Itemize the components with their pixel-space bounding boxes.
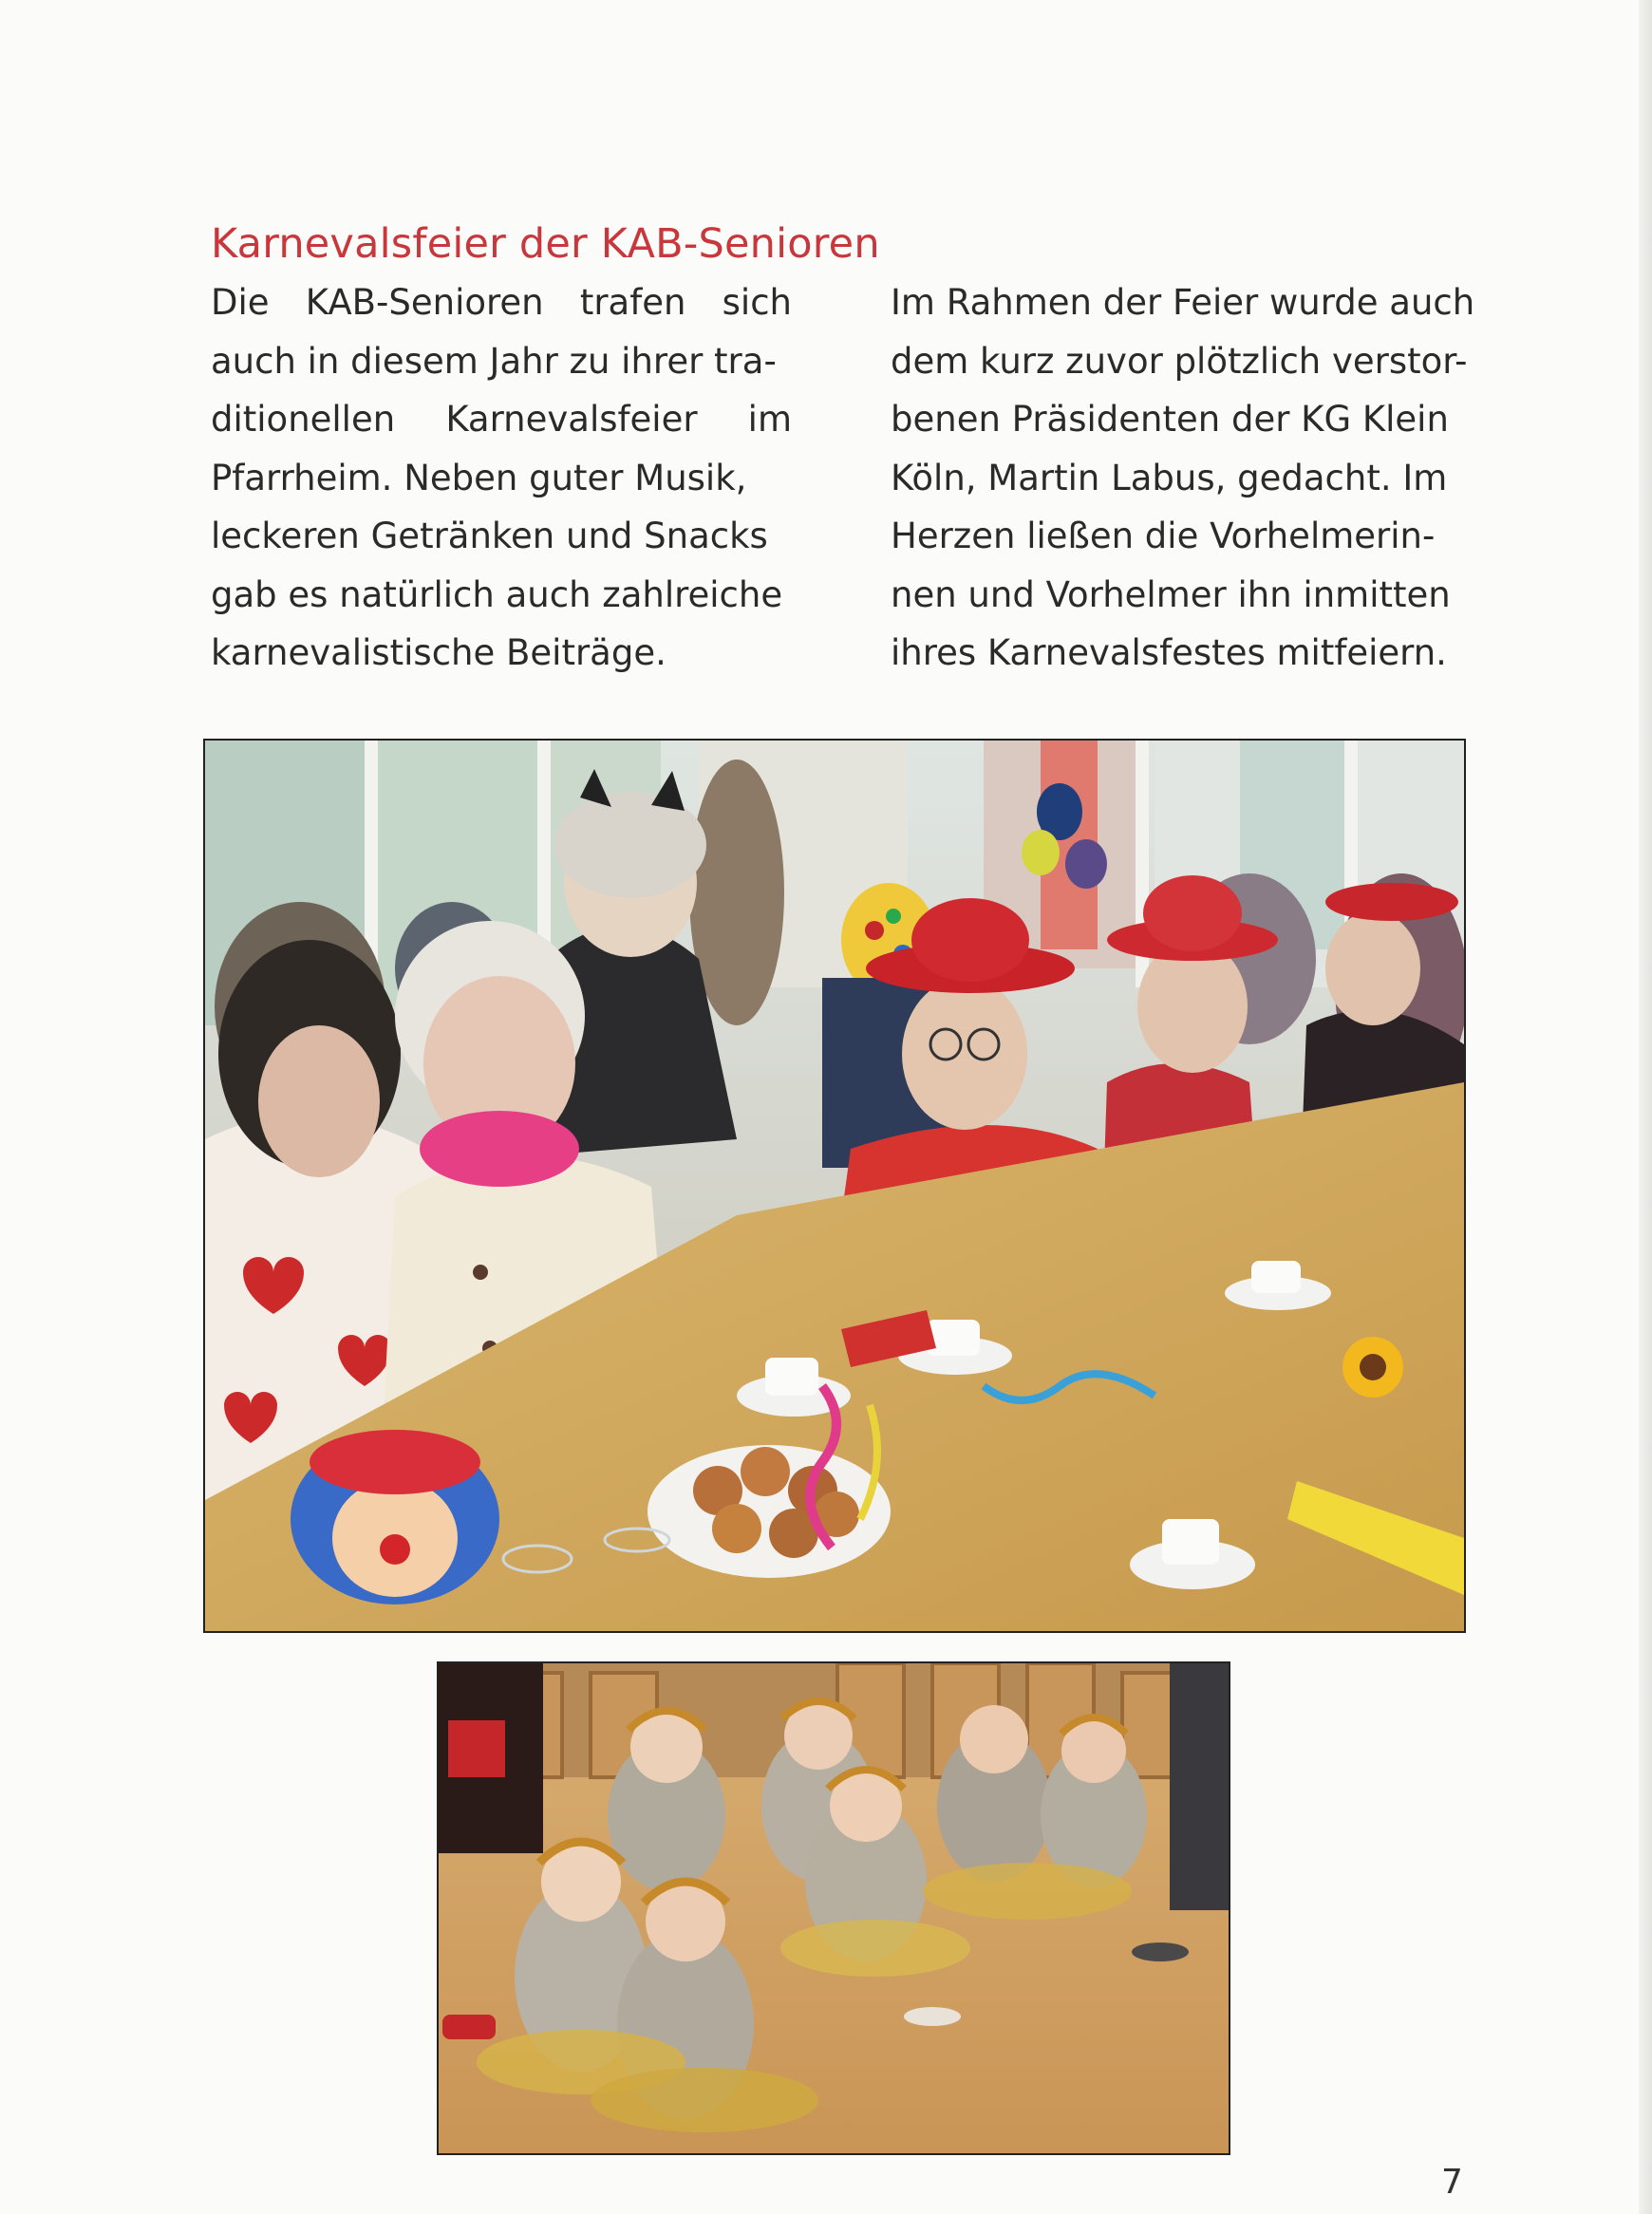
article-right-column (891, 273, 1475, 683)
word: KAB-Senioren (305, 282, 544, 323)
word: Karnevalsfeier (445, 399, 698, 440)
text-line: Im Rahmen der Feier wurde auch (891, 282, 1475, 323)
text-line: gab es natürlich auch zahlreiche (211, 573, 783, 615)
text-line: karnevalistische Beiträge. (211, 632, 666, 673)
text-line: leckeren Getränken und Snacks (211, 516, 768, 556)
word: im (747, 399, 792, 440)
text-line: ihres Karnevalsfestes mitfeiern. (891, 632, 1447, 673)
text-line (211, 273, 792, 332)
page-number: 7 (1441, 2163, 1463, 2202)
word: trafen (579, 282, 686, 323)
article-title: Karnevalsfeier der KAB-Senioren (211, 220, 880, 268)
photo-children-dancers (437, 1661, 1230, 2155)
page-edge (1639, 0, 1652, 2214)
text-line: Herzen ließen die Vorhelmerin- (891, 516, 1436, 556)
photo-carnival-seniors (203, 739, 1466, 1633)
word: sich (722, 282, 792, 323)
text-line (211, 390, 792, 449)
article-left-column (211, 273, 792, 683)
text-line: dem kurz zuvor plötzlich verstor- (891, 340, 1468, 382)
text-line: nen und Vorhelmer ihn inmitten (891, 573, 1451, 615)
word: ditionellen (211, 399, 396, 440)
text-line: auch in diesem Jahr zu ihrer tra- (211, 340, 777, 382)
text-line: Köln, Martin Labus, gedacht. Im (891, 457, 1448, 498)
text-line: Pfarrheim. Neben guter Musik, (211, 457, 747, 498)
word: Die (211, 282, 270, 323)
text-line: benen Präsidenten der KG Klein (891, 399, 1449, 440)
